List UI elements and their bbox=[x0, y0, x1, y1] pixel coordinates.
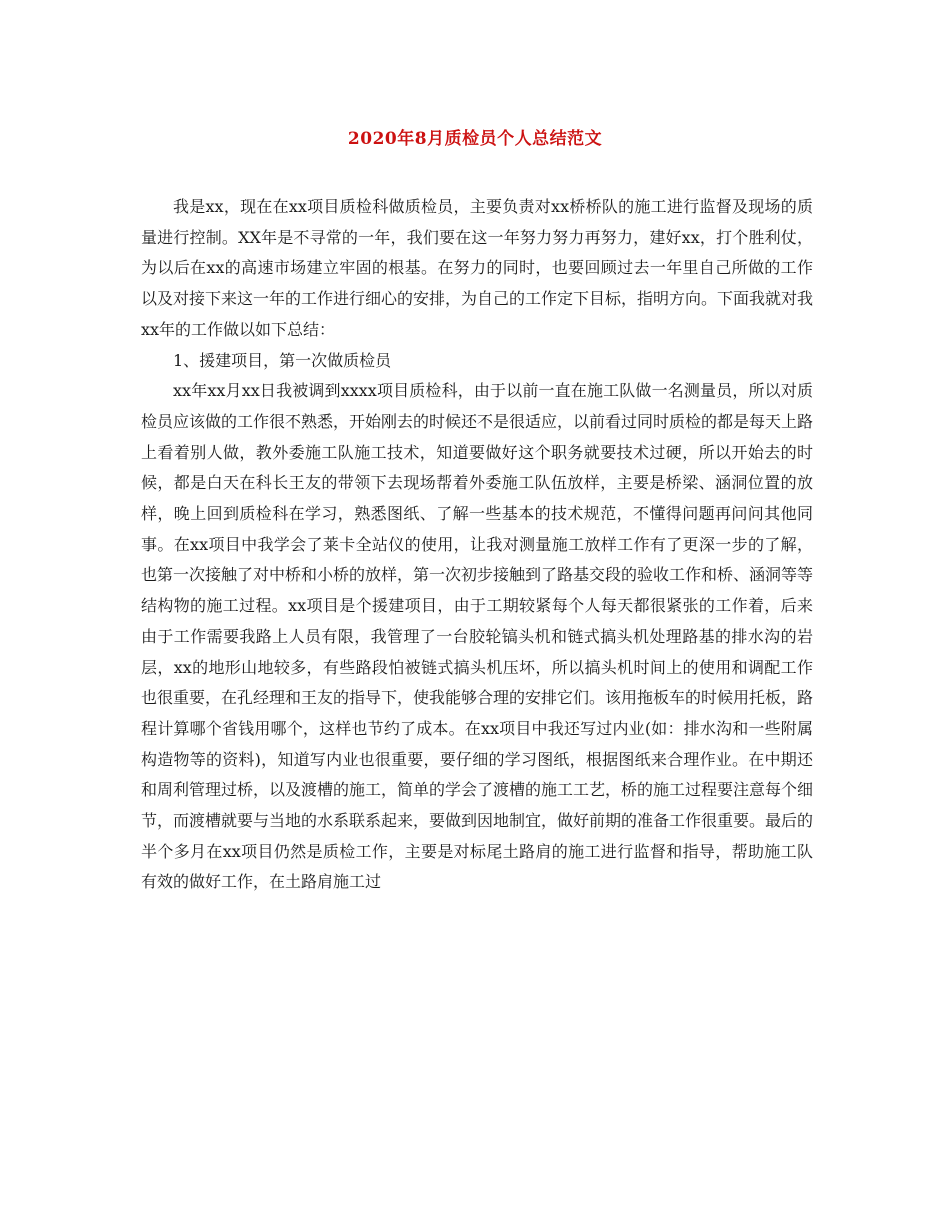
paragraph-intro: 我是xx，现在在xx项目质检科做质检员，主要负责对xx桥桥队的施工进行监督及现场的质量进行控制。XX年是不寻常的一年，我们要在这一年努力努力再努力，建好xx，打个胜利仗，为以后在xx的高速市场建立牢固的根基。在努力的同时，也要回顾过去一年里自己所做的工作以及对接下来这一年的工作进行细心的安排，为自己的工作定下目标，指明方向。下面我就对我xx年的工作做以如下总结： bbox=[141, 197, 814, 339]
document-body bbox=[141, 192, 813, 898]
section-heading: 1、援建项目，第一次做质检员 bbox=[173, 350, 392, 370]
document-title: 2020年8月质检员个人总结范文 bbox=[347, 129, 603, 149]
paragraph-section-1: xx年xx月xx日我被调到xxxx项目质检科，由于以前一直在施工队做一名测量员，所以对质检员应该做的工作很不熟悉，开始刚去的时候还不是很适应，以前看过同时质检的都是每天上路上看着别人做，教外委施工队施工技术，知道要做好这个职务就要技术过硬，所以开始去的时候，都是白天在科长王友的带领下去现场帮着外委施工队伍放样，主要是桥梁、涵洞位置的放样，晚上回到质检科在学习，熟悉图纸、了解一些基本的技术规范，不懂得问题再问问其他同事。在xx项目中我学会了莱卡全站仪的使用，让我对测量施工放样工作有了更深一步的了解，也第一次接触了对中桥和小桥的放样，第一次初步接触到了路基交段的验收工作和桥、涵洞等等结构物的施工过程。xx项目是个援建项目，由于工期较紧每个人每天都很紧张的工作着，后来由于工作需要我路上人员有限，我管理了一台胶轮镐头机和链式搞头机处理路基的排水沟的岩层，xx的地形山地较多，有些路段怕被链式搞头机压坏，所以搞头机时间上的使用和调配工作也很重要，在孔经理和王友的指导下，使我能够合理的安排它们。该用拖板车的时候用托板，路程计算哪个省钱用哪个，这样也节约了成本。在xx项目中我还写过内业(如：排水沟和一些附属构造物等的资料)，知道写内业也很重要，要仔细的学习图纸，根据图纸来合理作业。在中期还和周利管理过桥，以及渡槽的施工，简单的学会了渡槽的施工工艺，桥的施工过程要注意每个细节，而渡槽就要与当地的水系联系起来，要做到因地制宜，做好前期的准备工作很重要。最后的半个多月在xx项目仍然是质检工作，主要是对标尾土路肩的施工进行监督和指导，帮助施工队有效的做好工作，在土路肩施工过 bbox=[141, 381, 814, 892]
